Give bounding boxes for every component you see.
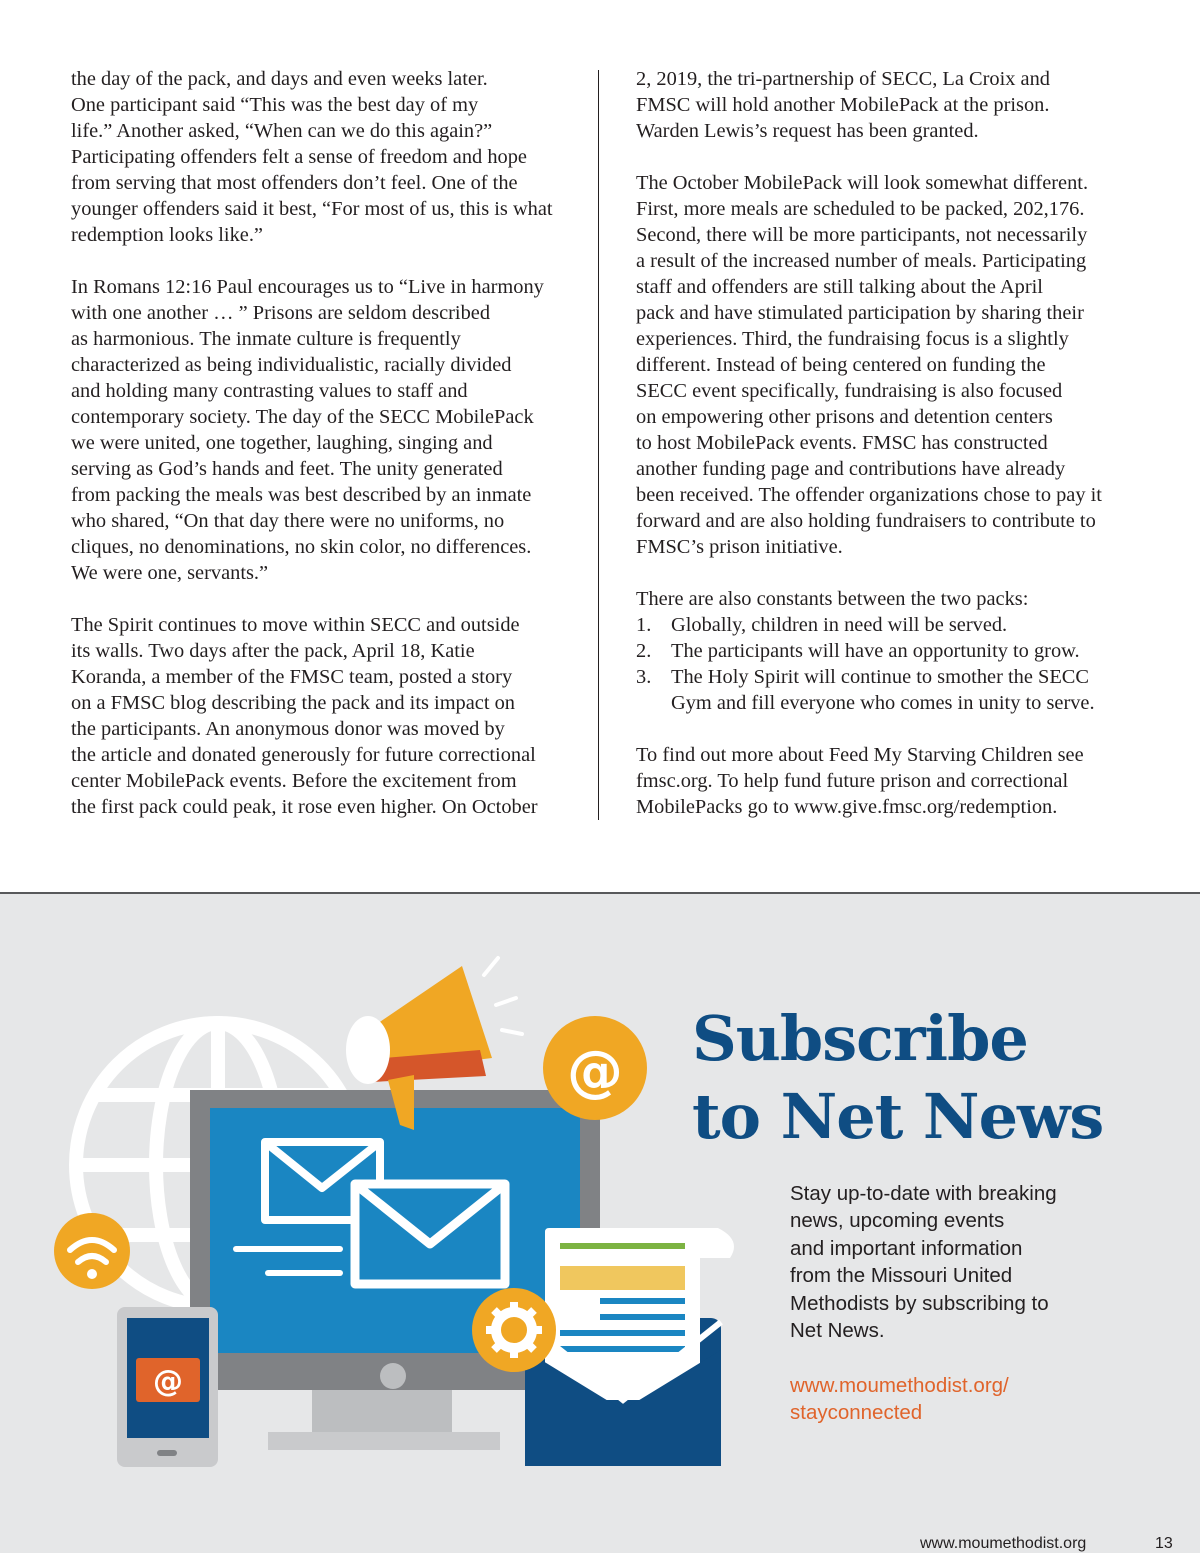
article-line: Second, there will be more participants, not necessarily: [636, 224, 1088, 246]
article-line: contemporary society. The day of the SECC MobilePack: [71, 406, 534, 428]
article-line: FMSC’s prison initiative.: [636, 536, 843, 558]
article-line: In Romans 12:16 Paul encourages us to “Live in harmony: [71, 276, 544, 298]
column-divider: [598, 70, 599, 820]
article-line: from serving that most offenders don’t feel. One of the: [71, 172, 518, 194]
article-line: with one another … ” Prisons are seldom described: [71, 302, 491, 324]
article-left-column: [71, 66, 571, 820]
headline-line-1: Subscribe: [692, 1002, 1028, 1075]
article-line: cliques, no denominations, no skin color, no differences.: [71, 536, 532, 558]
page-number: 13: [1155, 1535, 1173, 1552]
phone-at-glyph: @: [153, 1364, 183, 1399]
article-line: on a FMSC blog describing the pack and its impact on: [71, 692, 516, 714]
list-item: [636, 664, 1131, 690]
article-line: characterized as being individualistic, racially divided: [71, 354, 512, 376]
article-line: as harmonious. The inmate culture is frequently: [71, 328, 461, 350]
article-line: One participant said “This was the best day of my: [71, 94, 479, 116]
link-line-1[interactable]: www.moumethodist.org/: [790, 1374, 1009, 1397]
article-line: redemption looks like.”: [71, 224, 263, 246]
article-line: We were one, servants.”: [71, 562, 269, 584]
article-line: on empowering other prisons and detention centers: [636, 406, 1053, 428]
article-line: MobilePacks go to www.give.fmsc.org/redemption.: [636, 796, 1058, 818]
paragraph-gap: [71, 248, 571, 274]
article-line: the article and donated generously for future correctional: [71, 744, 536, 766]
headline-line-2: to Net News: [692, 1080, 1104, 1153]
article-line: forward and are also holding fundraisers to contribute to: [636, 510, 1096, 532]
list-number: 1.: [636, 614, 652, 636]
blurb-line: from the Missouri United: [790, 1264, 1013, 1288]
gear-badge-icon: [472, 1288, 556, 1372]
at-sign-glyph: @: [567, 1039, 623, 1104]
article-line: we were united, one together, laughing, singing and: [71, 432, 493, 454]
article-line: been received. The offender organizations chose to pay it: [636, 484, 1102, 506]
list-intro: There are also constants between the two packs:: [636, 588, 1029, 610]
list-text: The Holy Spirit will continue to smother the SECC: [671, 666, 1089, 688]
article-line: The Spirit continues to move within SECC and outside: [71, 614, 520, 636]
article-line: to host MobilePack events. FMSC has constructed: [636, 432, 1048, 454]
article-line: FMSC will hold another MobilePack at the prison.: [636, 94, 1050, 116]
wifi-badge-icon: [54, 1213, 130, 1289]
promo-headline: [692, 1000, 1172, 1156]
stay-connected-link[interactable]: [790, 1372, 1170, 1427]
promo-blurb: [790, 1180, 1170, 1344]
link-line-2[interactable]: stayconnected: [790, 1401, 923, 1425]
article-line: different. Instead of being centered on funding the: [636, 354, 1046, 376]
article-line: Koranda, a member of the FMSC team, posted a story: [71, 666, 513, 688]
article-line: and holding many contrasting values to staff and: [71, 380, 468, 402]
article-right-column: [636, 66, 1131, 820]
article-line: a result of the increased number of meals. Participating: [636, 250, 1087, 272]
article-line: the participants. An anonymous donor was moved by: [71, 718, 505, 740]
article-line: fmsc.org. To help fund future prison and correctional: [636, 770, 1069, 792]
article-line: To find out more about Feed My Starving Children see: [636, 744, 1084, 766]
article-line: another funding page and contributions have already: [636, 458, 1066, 480]
article-line: younger offenders said it best, “For most of us, this is what: [71, 198, 553, 220]
article-line: the day of the pack, and days and even weeks later.: [71, 68, 488, 90]
blurb-line: news, upcoming events: [790, 1209, 1005, 1233]
article-line: 2, 2019, the tri-partnership of SECC, La Croix and: [636, 68, 1050, 90]
article-line: SECC event specifically, fundraising is also focused: [636, 380, 1063, 402]
list-text: Globally, children in need will be served.: [671, 614, 1008, 636]
footer-url: www.moumethodist.org: [920, 1535, 1087, 1552]
article-line: Warden Lewis’s request has been granted.: [636, 120, 979, 142]
list-text-continuation: Gym and fill everyone who comes in unity to serve.: [671, 692, 1095, 714]
email-envelope-icon-large: [355, 1184, 505, 1284]
list-item: [636, 638, 1131, 664]
at-sign-badge-icon: [543, 1016, 647, 1120]
subscribe-illustration: [40, 934, 760, 1494]
article-line: First, more meals are scheduled to be packed, 202,176.: [636, 198, 1085, 220]
paragraph-gap: [636, 716, 1131, 742]
list-text: The participants will have an opportunity to grow.: [671, 640, 1080, 662]
list-number: 2.: [636, 640, 652, 662]
blurb-line: Stay up-to-date with breaking: [790, 1182, 1057, 1205]
article-line: staff and offenders are still talking about the April: [636, 276, 1043, 298]
paragraph-gap: [636, 560, 1131, 586]
article-line: experiences. Third, the fundraising focus is a slightly: [636, 328, 1069, 350]
article-line: the first pack could peak, it rose even higher. On October: [71, 796, 538, 818]
blurb-line: and important information: [790, 1236, 1023, 1260]
article-line: serving as God’s hands and feet. The unity generated: [71, 458, 503, 480]
article-line: life.” Another asked, “When can we do this again?”: [71, 120, 493, 142]
list-item: [636, 612, 1131, 638]
paragraph-gap: [636, 144, 1131, 170]
paragraph-gap: [71, 586, 571, 612]
article-line: The October MobilePack will look somewhat different.: [636, 172, 1089, 194]
article-line: who shared, “On that day there were no uniforms, no: [71, 510, 505, 532]
blurb-line: Net News.: [790, 1319, 885, 1343]
article-line: from packing the meals was best described by an inmate: [71, 484, 532, 506]
article-line: center MobilePack events. Before the excitement from: [71, 770, 517, 792]
article-line: its walls. Two days after the pack, April 18, Katie: [71, 640, 475, 662]
list-number: 3.: [636, 666, 652, 688]
article-line: Participating offenders felt a sense of freedom and hope: [71, 146, 527, 168]
blurb-line: Methodists by subscribing to: [790, 1291, 1049, 1315]
newsletter-envelope-icon: [525, 1228, 734, 1466]
article-line: pack and have stimulated participation by sharing their: [636, 302, 1084, 324]
smartphone-icon: [117, 1307, 218, 1467]
